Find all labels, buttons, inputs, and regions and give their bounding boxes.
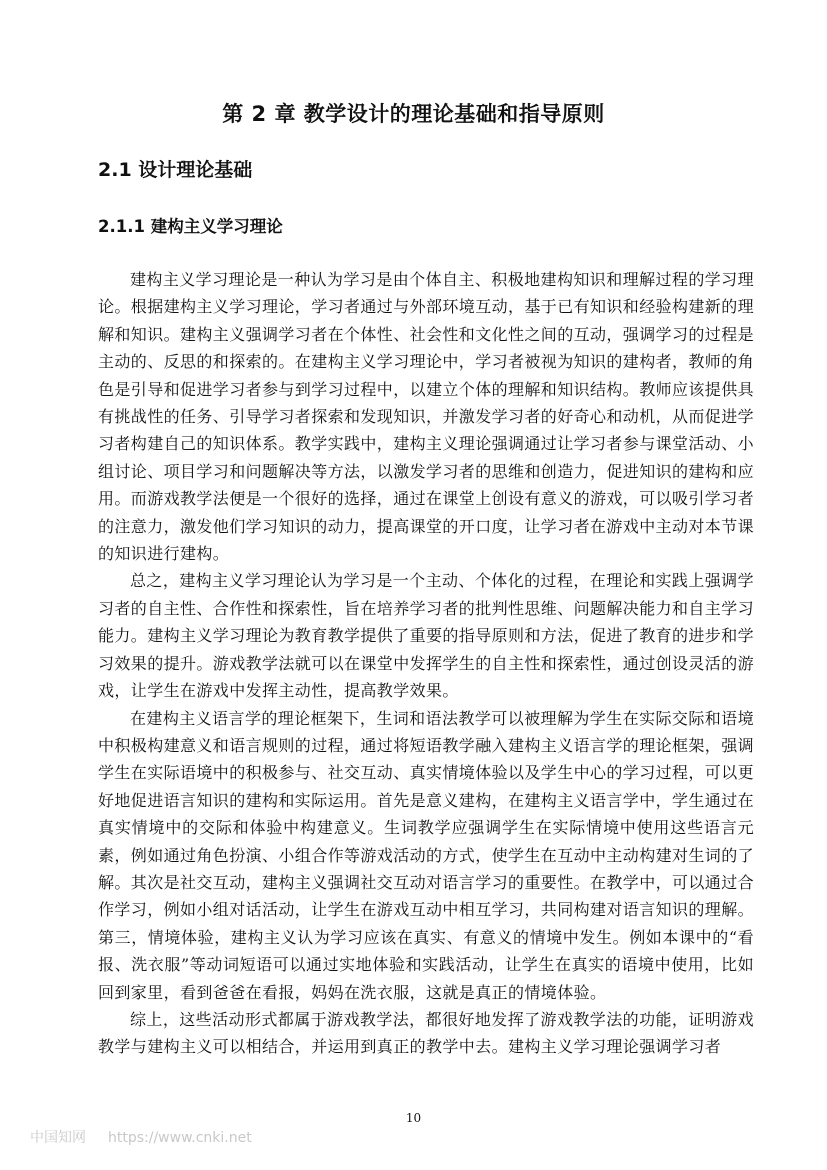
- section-title: 2.1 设计理论基础: [98, 159, 253, 181]
- watermark-url: https://www.cnki.net: [108, 1130, 252, 1146]
- subsection-title: 2.1.1 建构主义学习理论: [98, 217, 283, 236]
- paragraph-1: 建构主义学习理论是一种认为学习是由个体自主、积极地建构知识和理解过程的学习理论。根据建构主义学习理论，学习者通过与外部环境互动，基于已有知识和经验构建新的理解和知识。建构主义强调学习者在个体性、社会性和文化性之间的互动，强调学习的过程是主动的、反思的和探索的。在建构主义学习理论中，学习者被视为知识的建构者，教师的角色是引导和促进学习者参与到学习过程中，以建立个体的理解和知识结构。教师应该提供具有挑战性的任务、引导学习者探索和发现知识，并激发学习者的好奇心和动机，从而促进学习者构建自己的知识体系。教学实践中，建构主义理论强调通过让学习者参与课堂活动、小组讨论、项目学习和问题解决等方法，以激发学习者的思维和创造力，促进知识的建构和应用。而游戏教学法便是一个很好的选择，通过在课堂上创设有意义的游戏，可以吸引学习者的注意力，激发他们学习知识的动力，提高课堂的开口度，让学习者在游戏中主动对本节课的知识进行建构。: [98, 270, 755, 564]
- paragraph-3: 在建构主义语言学的理论框架下，生词和语法教学可以被理解为学生在实际交际和语境中积极构建意义和语言规则的过程，通过将短语教学融入建构主义语言学的理论框架，强调学生在实际语境中的积极参与、社交互动、真实情境体验以及学生中心的学习过程，可以更好地促进语言知识的建构和实际运用。首先是意义建构，在建构主义语言学中，学生通过在真实情境中的交际和体验中构建意义。生词教学应强调学生在实际情境中使用这些语言元素，例如通过角色扮演、小组合作等游戏活动的方式，使学生在互动中主动构建对生词的了解。其次是社交互动，建构主义强调社交互动对语言学习的重要性。在教学中，可以通过合作学习，例如小组对话活动，让学生在游戏互动中相互学习，共同构建对语言知识的理解。第三，情境体验，建构主义认为学习应该在真实、有意义的情境中发生。例如本课中的“看报、洗衣服”等动词短语可以通过实地体验和实践活动，让学生在真实的语境中使用，比如回到家里，看到爸爸在看报，妈妈在洗衣服，这就是真正的情境体验。: [98, 708, 755, 1002]
- body-text: [98, 266, 754, 1061]
- paragraph-4: 综上，这些活动形式都属于游戏教学法，都很好地发挥了游戏教学法的功能，证明游戏教学与建构主义可以相结合，并运用到真正的教学中去。建构主义学习理论强调学习者: [98, 1009, 754, 1057]
- chapter-title: 第 2 章 教学设计的理论基础和指导原则: [222, 102, 605, 126]
- page-number: 10: [405, 1111, 422, 1125]
- watermark-brand: 中国知网: [30, 1130, 86, 1146]
- watermark: [30, 1128, 252, 1148]
- paragraph-2: 总之，建构主义学习理论认为学习是一个主动、个体化的过程，在理论和实践上强调学习者的自主性、合作性和探索性，旨在培养学习者的批判性思维、问题解决能力和自主学习能力。建构主义学习理论为教育教学提供了重要的指导原则和方法，促进了教育的进步和学习效果的提升。游戏教学法就可以在课堂中发挥学生的自主性和探索性，通过创设灵活的游戏，让学生在游戏中发挥主动性，提高教学效果。: [98, 571, 755, 701]
